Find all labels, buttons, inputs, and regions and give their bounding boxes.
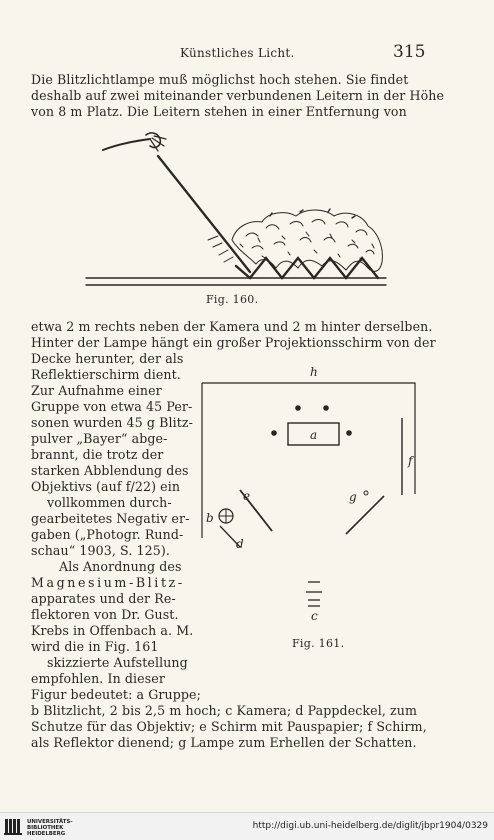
paragraph-line: Die Blitzlichtlampe muß möglichst hoch stehen. Sie findet	[31, 72, 409, 87]
lamp-g-bulb	[364, 491, 368, 495]
label-g: g	[349, 490, 357, 504]
person-dot	[347, 431, 352, 436]
column-line: empfohlen. In dieser	[31, 671, 165, 686]
column-line: Gruppe von etwa 45 Per-	[31, 399, 193, 414]
column-line: Krebs in Offenbach a. M.	[31, 623, 194, 638]
paragraph-line: als Reflektor dienend; g Lampe zum Erhellen der Schatten.	[31, 735, 417, 750]
column-line: gearbeitetes Negativ er-	[31, 511, 190, 526]
page-number: 315	[393, 42, 426, 62]
person-dot	[296, 406, 301, 411]
column-line: Decke herunter, der als	[31, 351, 184, 366]
source-url-link[interactable]: http://digi.ub.uni-heidelberg.de/diglit/jbpr1904/0329	[252, 821, 488, 831]
camera-c-icon	[306, 582, 322, 606]
label-h: h	[310, 365, 318, 379]
label-a: a	[310, 428, 318, 442]
person-dot	[272, 431, 277, 436]
label-f: f	[408, 454, 413, 468]
column-line: brannt, die trotz der	[31, 447, 164, 462]
running-title: Künstliches Licht.	[180, 46, 295, 60]
column-line: apparates und der Re-	[31, 591, 176, 606]
column-line: sonen wurden 45 g Blitz-	[31, 415, 194, 430]
figure-160-caption: Fig. 160.	[206, 293, 259, 306]
column-line: gaben („Photogr. Rund-	[31, 527, 184, 542]
label-e: e	[243, 489, 251, 503]
column-line: pulver „Bayer“ abge-	[31, 431, 168, 446]
label-b: b	[206, 511, 214, 525]
paragraph-line: Schutze für das Objektiv; e Schirm mit Pauspapier; f Schirm,	[31, 719, 427, 734]
library-name: UNIVERSITÄTS- BIBLIOTHEK HEIDELBERG	[27, 819, 73, 837]
person-dot	[324, 406, 329, 411]
figure-161-caption: Fig. 161.	[292, 637, 345, 650]
viewer-footer	[0, 812, 494, 840]
column-line: vollkommen durch-	[47, 495, 172, 510]
column-line: Figur bedeutet: a Gruppe;	[31, 687, 201, 702]
column-line: Als Anordnung des	[59, 559, 182, 574]
column-line: Magnesium-Blitz-	[31, 575, 185, 590]
paragraph-line: etwa 2 m rechts neben der Kamera und 2 m hinter derselben.	[31, 319, 433, 334]
label-c: c	[311, 609, 318, 623]
column-line: skizzierte Aufstellung	[47, 655, 188, 670]
paragraph-line: b Blitzlicht, 2 bis 2,5 m hoch; c Kamera; d Pappdeckel, zum	[31, 703, 418, 718]
label-d: d	[236, 537, 244, 551]
column-line: Objektivs (auf f/22) ein	[31, 479, 181, 494]
column-line: schau“ 1903, S. 125).	[31, 543, 170, 558]
column-line: Zur Aufnahme einer	[31, 383, 162, 398]
column-line: wird die in Fig. 161	[31, 639, 159, 654]
paragraph-line: Hinter der Lampe hängt ein großer Projektionsschirm von der	[31, 335, 436, 350]
paragraph-line: von 8 m Platz. Die Leitern stehen in einer Entfernung von	[31, 104, 407, 119]
column-line: flektoren von Dr. Gust.	[31, 607, 179, 622]
column-line: Reflektierschirm dient.	[31, 367, 181, 382]
column-line: starken Abblendung des	[31, 463, 189, 478]
paragraph-line: deshalb auf zwei miteinander verbundenen Leitern in der Höhe	[31, 88, 445, 103]
room-wall	[202, 383, 415, 494]
library-logo-icon	[4, 817, 24, 836]
